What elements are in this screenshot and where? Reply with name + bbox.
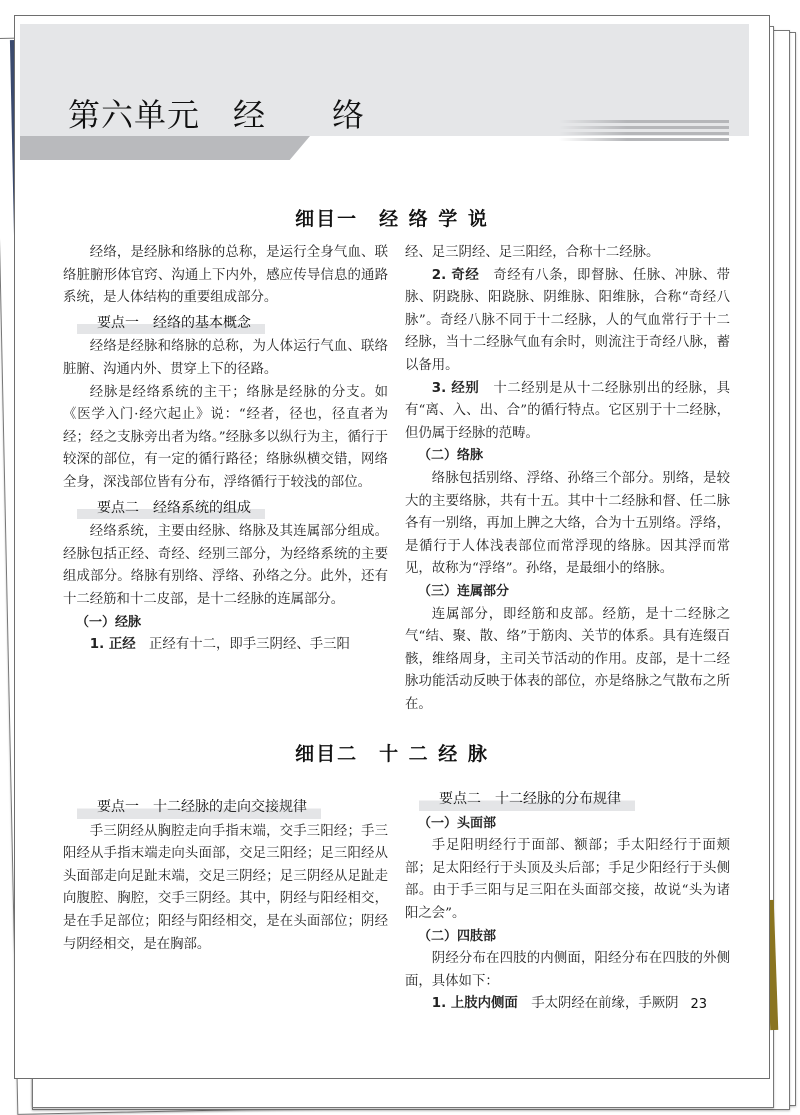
keypoint-heading: 要点二 十二经脉的分布规律 (419, 788, 635, 811)
page-number: 23 (690, 997, 707, 1012)
sub-heading: （一）经脉 (76, 614, 142, 630)
item-lead: 1. 上肢内侧面 (431, 996, 518, 1012)
list-item (405, 378, 730, 446)
item-text: 奇经有八条，即督脉、任脉、冲脉、带脉、阴跷脉、阳跷脉、阴维脉、阳维脉，合称“奇经八脉”。奇经八脉不同于十二经脉，人的气血常行于十二经脉，当十二经脉气血有余时，则流注于奇经八脉，蓄以备用。 (405, 267, 731, 373)
item-text: 手太阴经在前缘，手厥阴 (531, 996, 679, 1012)
book-page (14, 15, 770, 1079)
paragraph-continued: 经、足三阴经、足三阳经，合称十二经脉。 (405, 245, 660, 260)
section1-left-column (63, 242, 388, 657)
sub-heading: （二）四肢部 (418, 928, 497, 944)
list-item (405, 993, 730, 1016)
section2-left-column (63, 794, 388, 956)
keypoint-heading: 要点一 经络的基本概念 (77, 312, 265, 335)
banner-decorative-lines (559, 120, 729, 148)
paragraph: 经脉是经络系统的主干；络脉是经脉的分支。如《医学入门·经穴起止》说：“经者，径也，径直者为经；经之支脉旁出者为络。”经脉多以纵行为主，循行于较深的部位，有一定的循行路径；络脉纵横交错，网络全身，深浅部位皆有分布，浮络循行于较浅的部位。 (63, 384, 388, 490)
keypoint-heading: 要点二 经络系统的组成 (77, 497, 265, 520)
unit-title: 第六单元 经 络 (68, 96, 366, 134)
item-lead: 2. 奇经 (431, 267, 480, 283)
section-title-2: 细目二 十 二 经 脉 (295, 743, 489, 765)
section2-right-column (405, 786, 730, 1016)
item-lead: 3. 经别 (431, 380, 480, 396)
paragraph: 阴经分布在四肢的内侧面，阳经分布在四肢的外侧面，具体如下： (405, 951, 730, 989)
paragraph: 手三阴经从胸腔走向手指末端，交手三阳经；手三阳经从手指末端走向头面部，交足三阳经；足三阳经从头面部走向足趾末端，交足三阴经；足三阴经从足趾走向腹腔、胸腔，交手三阴经。其中，阴经与阳经相交，是在手足部位；阳经与阳经相交，是在头面部位；阴经与阴经相交，是在胸部。 (63, 823, 388, 952)
list-item (63, 634, 388, 657)
keypoint-heading: 要点一 十二经脉的走向交接规律 (77, 796, 321, 819)
section1-right-column (405, 242, 730, 716)
sub-heading: （二）络脉 (418, 448, 484, 464)
paragraph: 络脉包括别络、浮络、孙络三个部分。别络，是较大的主要络脉，共有十五。其中十二经脉和督、任二脉各有一别络，再加上脾之大络，合为十五别络。浮络，是循行于人体浅表部位而常浮现的络脉。因其浮而常见，故称为“浮络”。孙络，是最细小的络脉。 (405, 470, 730, 577)
intro-paragraph: 经络，是经脉和络脉的总称，是运行全身气血、联络脏腑形体官窍、沟通上下内外，感应传导信息的通路系统，是人体结构的重要组成部分。 (63, 245, 388, 306)
sub-heading: （一）头面部 (418, 815, 497, 831)
banner-stripe (20, 136, 310, 160)
paragraph: 经络系统，主要由经脉、络脉及其连属部分组成。经脉包括正经、奇经、经别三部分，为经络系统的主要组成部分。络脉有别络、浮络、孙络之分。此外，还有十二经筋和十二皮部，是十二经脉的连属部分。 (63, 524, 388, 607)
paragraph: 手足阳明经行于面部、额部；手太阳经行于面颊部；足太阳经行于头顶及头后部；手足少阳经行于头侧部。由于手三阳与足三阳在头面部交接，故说“头为诸阳之会”。 (405, 838, 730, 921)
paragraph: 连属部分，即经筋和皮部。经筋，是十二经脉之气“结、聚、散、络”于筋肉、关节的体系。具有连缀百骸，维络周身，主司关节活动的作用。皮部，是十二经脉功能活动反映于体表的部位，亦是络脉之气散布之所在。 (405, 606, 730, 712)
item-text: 十二经别是从十二经脉别出的经脉，具有“离、入、出、合”的循行特点。它区别于十二经脉，但仍属于经脉的范畴。 (405, 380, 731, 441)
unit-banner (20, 24, 749, 136)
paragraph: 经络是经脉和络脉的总称，为人体运行气血、联络脏腑、沟通内外、贯穿上下的径路。 (63, 339, 388, 377)
list-item (405, 265, 730, 378)
item-text: 正经有十二，即手三阴经、手三阳 (149, 637, 350, 653)
item-lead: 1. 正经 (89, 637, 136, 653)
sub-heading: （三）连属部分 (418, 583, 510, 599)
section-title-1: 细目一 经 络 学 说 (295, 208, 489, 230)
